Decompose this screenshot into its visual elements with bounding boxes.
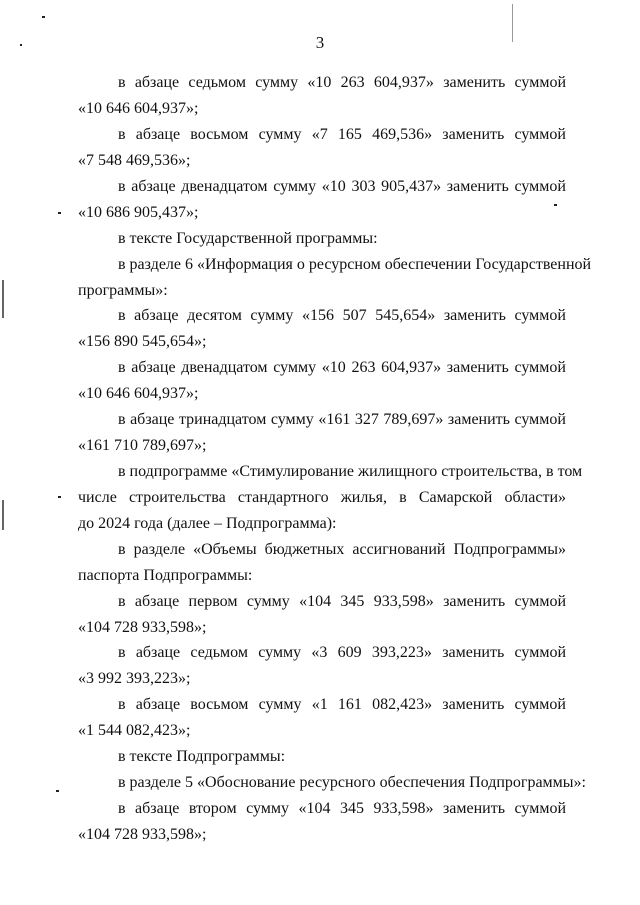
text-line: в абзаце восьмом сумму «7 165 469,536» заменить суммой (118, 126, 566, 143)
text-line: в абзаце первом сумму «104 345 933,598» заменить суммой (118, 593, 566, 610)
text-line: в абзаце восьмом сумму «1 161 082,423» заменить суммой (118, 696, 566, 713)
text-line: в абзаце тринадцатом сумму «161 327 789,697» заменить суммой (118, 411, 566, 428)
text-line: «10 646 604,937»; (78, 385, 199, 402)
text-line: в абзаце двенадцатом сумму «10 263 604,937» заменить суммой (118, 359, 566, 376)
text-line: паспорта Подпрограммы: (78, 567, 253, 584)
scan-mark (58, 212, 61, 214)
text-line: в абзаце двенадцатом сумму «10 303 905,437» заменить суммой (118, 178, 566, 195)
scan-mark (2, 280, 4, 318)
text-line: «161 710 789,697»; (78, 437, 207, 454)
page-number: 3 (315, 33, 325, 52)
text-line: в подпрограмме «Стимулирование жилищного строительства, в том (118, 463, 583, 480)
scan-mark (2, 500, 4, 530)
text-line: до 2024 года (далее – Подпрограмма): (78, 515, 337, 532)
text-line: в разделе 6 «Информация о ресурсном обеспечении Государственной (118, 256, 592, 273)
text-line: программы»: (78, 282, 168, 299)
text-line: в тексте Государственной программы: (118, 230, 378, 247)
text-line: в разделе «Объемы бюджетных ассигнований Подпрограммы» (118, 541, 566, 558)
scan-mark (42, 16, 45, 18)
text-line: «104 728 933,598»; (78, 619, 207, 636)
text-line: «3 992 393,223»; (78, 670, 191, 687)
scan-mark (56, 790, 59, 792)
text-line: «156 890 545,654»; (78, 333, 207, 350)
text-line: числе строительства стандартного жилья, в Самарской области» (78, 489, 566, 506)
text-line: в абзаце десятом сумму «156 507 545,654» заменить суммой (118, 307, 566, 324)
text-line: «1 544 082,423»; (78, 722, 191, 739)
scan-mark (554, 204, 557, 206)
text-line: «10 646 604,937»; (78, 100, 199, 117)
text-line: в абзаце втором сумму «104 345 933,598» заменить суммой (118, 800, 566, 817)
text-line: в абзаце седьмом сумму «3 609 393,223» заменить суммой (118, 644, 566, 661)
text-line: в тексте Подпрограммы: (118, 748, 286, 765)
text-line: «104 728 933,598»; (78, 826, 207, 843)
text-line: в абзаце седьмом сумму «10 263 604,937» заменить суммой (118, 74, 566, 91)
scan-mark (512, 4, 513, 42)
text-line: «7 548 469,536»; (78, 152, 191, 169)
scan-mark (20, 44, 22, 46)
text-line: «10 686 905,437»; (78, 204, 199, 221)
text-line: в разделе 5 «Обоснование ресурсного обеспечения Подпрограммы»: (118, 774, 586, 791)
scan-mark (58, 496, 61, 498)
